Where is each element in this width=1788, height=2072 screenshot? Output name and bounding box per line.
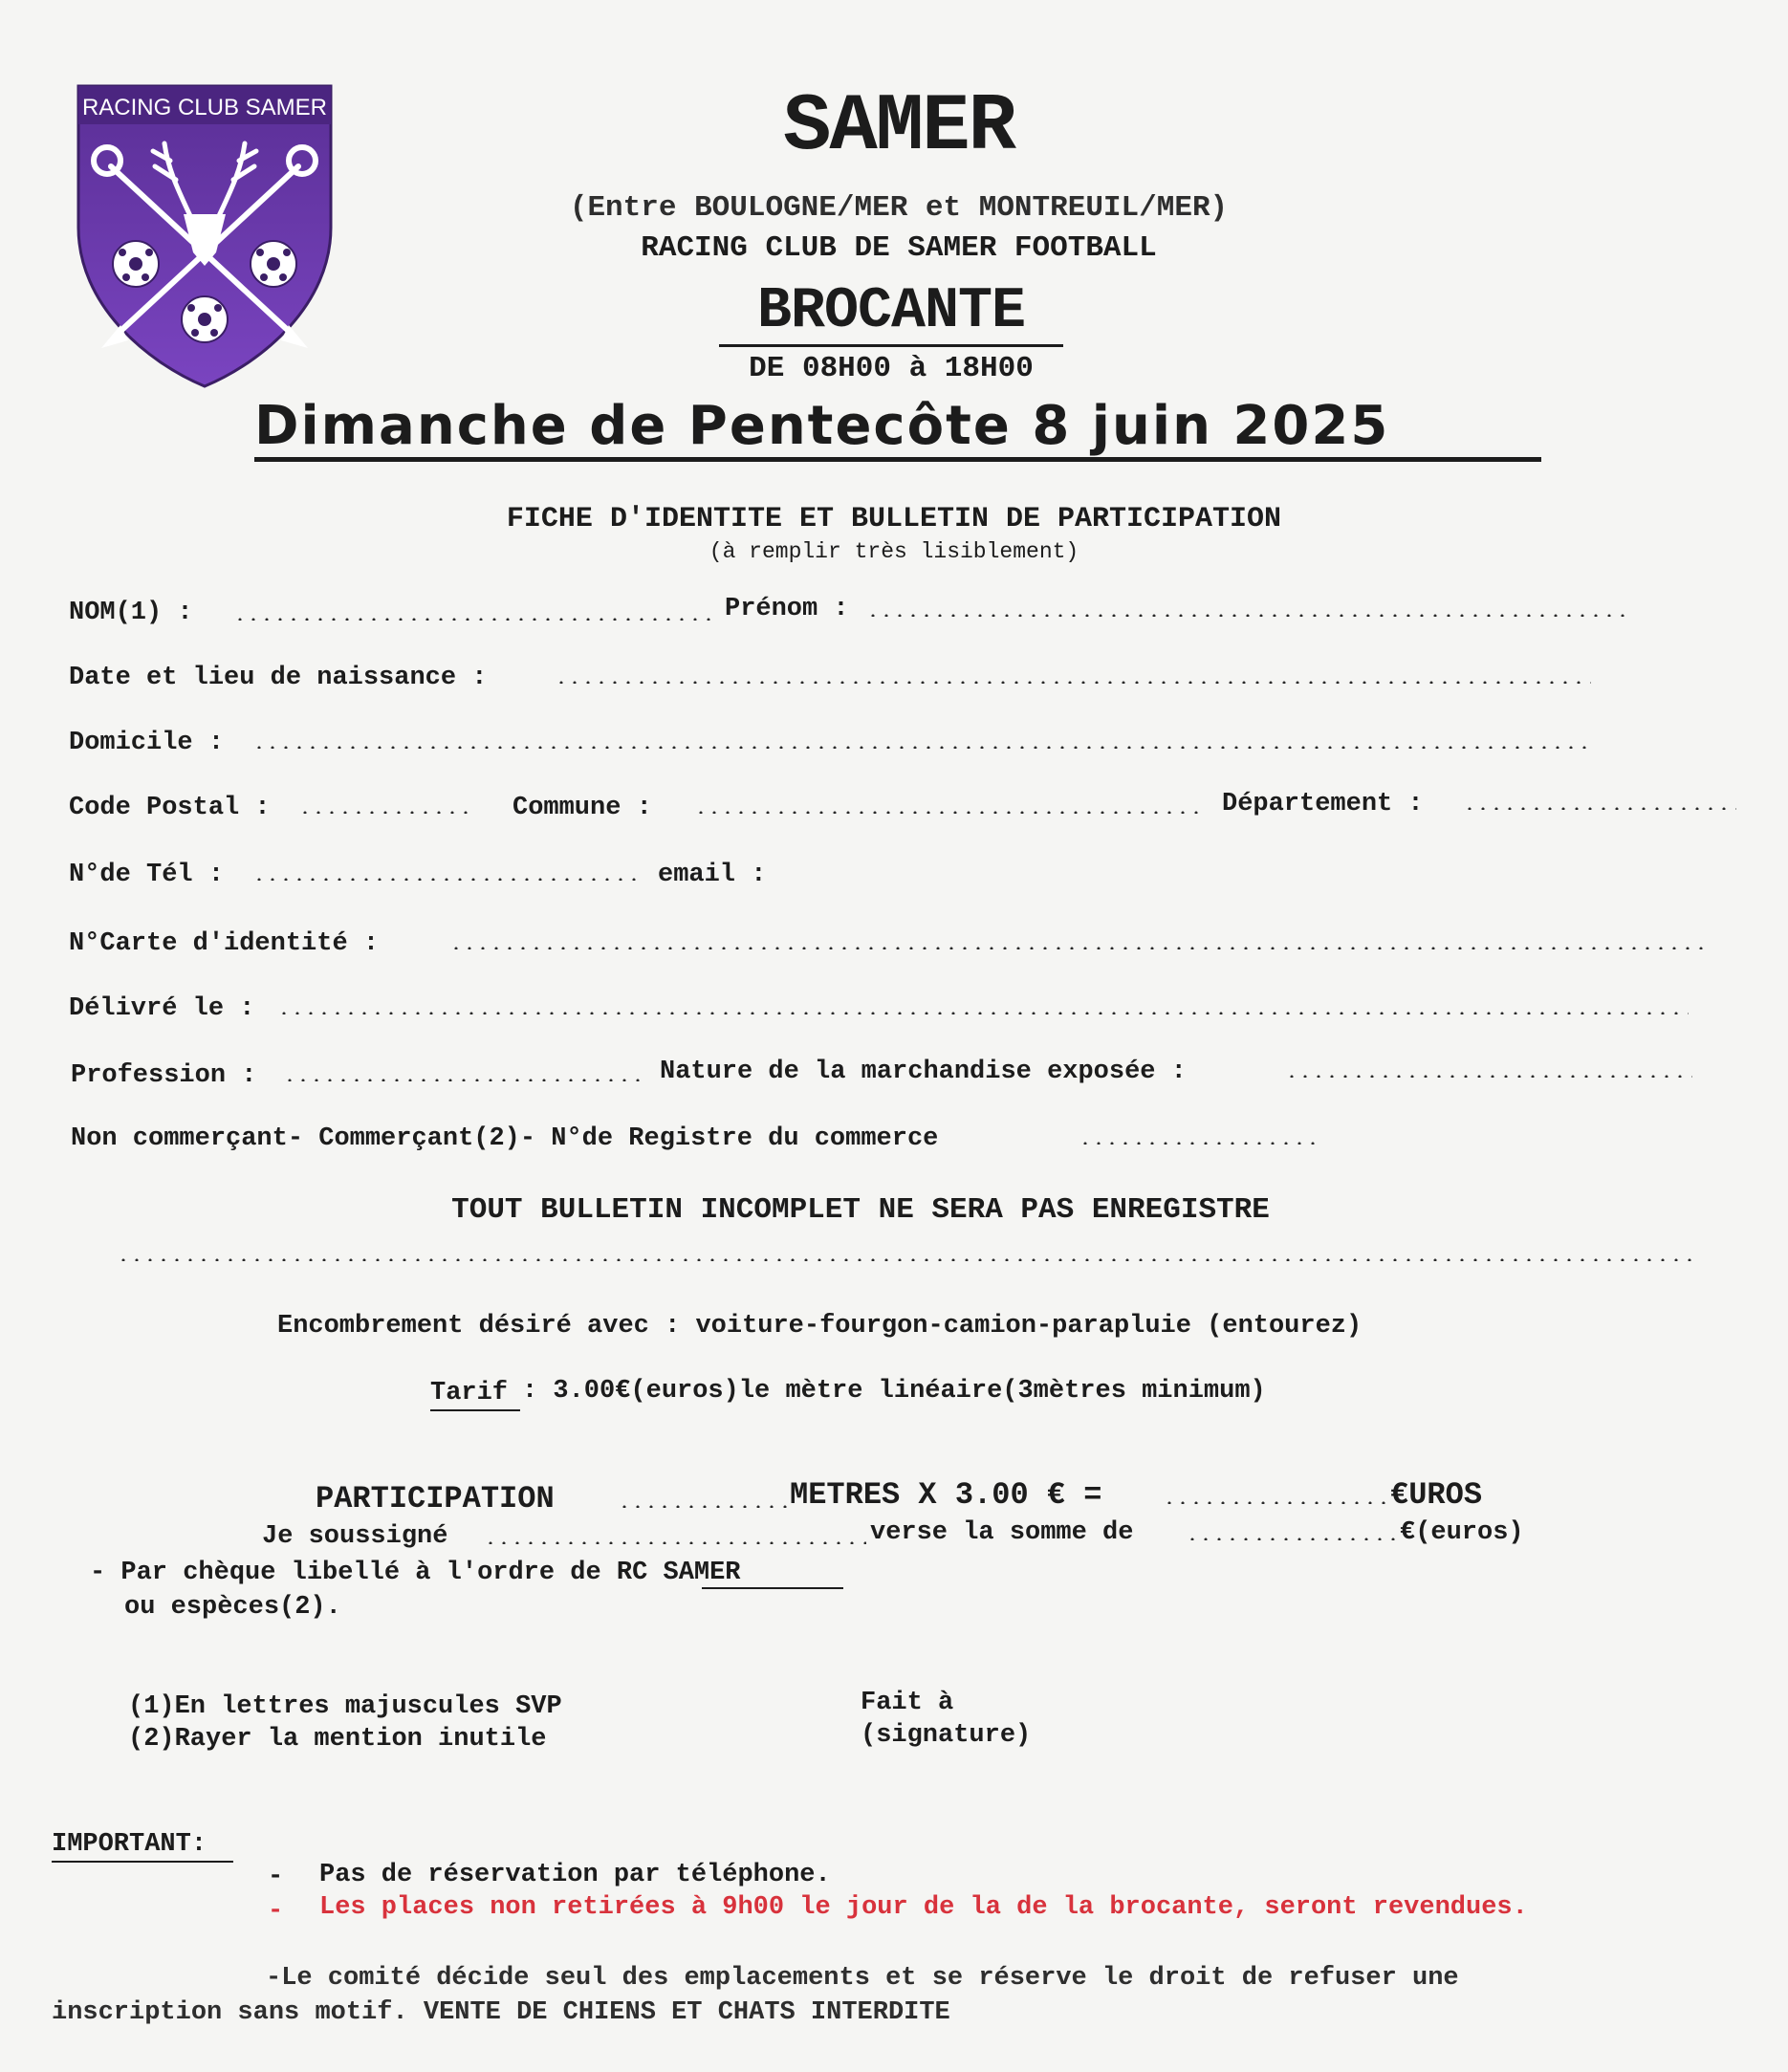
club-name: RACING CLUB DE SAMER FOOTBALL — [641, 231, 1157, 265]
blank-dotted-line[interactable] — [117, 1258, 1694, 1261]
commune-field[interactable] — [694, 811, 1201, 814]
nom-label: NOM(1) : — [69, 599, 193, 627]
soussigne-field[interactable] — [484, 1541, 866, 1544]
participation-label: PARTICIPATION — [316, 1481, 555, 1516]
incomplete-warning: TOUT BULLETIN INCOMPLET NE SERA PAS ENREGISTRE — [451, 1193, 1270, 1227]
comite-line-2: inscription sans motif. VENTE DE CHIENS ET CHATS INTERDITE — [52, 1998, 950, 2027]
registre-field[interactable] — [1079, 1142, 1316, 1145]
prenom-label: Prénom : — [725, 595, 849, 623]
note-2: (2)Rayer la mention inutile — [128, 1725, 547, 1754]
cheque-text: - Par chèque libellé à l'ordre de RC SAMER — [90, 1559, 741, 1587]
event-date-underline — [254, 457, 1541, 462]
tarif-label: Tarif — [430, 1379, 509, 1407]
tel-label: N°de Tél : — [69, 861, 225, 889]
domicile-label: Domicile : — [69, 729, 225, 757]
profession-label: Profession : — [71, 1061, 257, 1090]
email-field[interactable] — [794, 857, 1654, 889]
event-date: Dimanche de Pentecôte 8 juin 2025 — [254, 395, 1390, 457]
tarif-text: : 3.00€(euros)le mètre linéaire(3mètres minimum) — [522, 1377, 1266, 1406]
departement-label: Département : — [1222, 790, 1424, 818]
metres-formula: METRES X 3.00 € = — [790, 1477, 1102, 1513]
important-item1-dash: - — [268, 1863, 284, 1891]
email-label: email : — [658, 861, 767, 889]
cheque-payee-underline — [702, 1587, 843, 1589]
metres-field[interactable] — [618, 1505, 788, 1508]
event-hours: DE 08H00 à 18H00 — [749, 352, 1034, 385]
signature-label: (signature) — [861, 1721, 1032, 1750]
crest-text: RACING CLUB SAMER — [81, 95, 328, 120]
nature-label: Nature de la marchandise exposée : — [660, 1058, 1187, 1086]
note-1: (1)En lettres majuscules SVP — [128, 1692, 562, 1721]
nature-field[interactable] — [1285, 1075, 1692, 1078]
especes-text: ou espèces(2). — [124, 1593, 341, 1622]
racing-club-samer-crest-icon — [73, 84, 337, 388]
page-title: SAMER — [782, 82, 1015, 173]
important-item2-dash: - — [268, 1897, 284, 1926]
naissance-field[interactable] — [555, 681, 1591, 684]
tarif-underline — [430, 1409, 520, 1411]
statut-label: Non commerçant- Commerçant(2)- N°de Registre du commerce — [71, 1124, 939, 1153]
naissance-label: Date et lieu de naissance : — [69, 664, 488, 692]
important-item1: Pas de réservation par téléphone. — [319, 1861, 831, 1889]
important-item2: Les places non retirées à 9h00 le jour de la de la brocante, seront revendues. — [319, 1893, 1528, 1922]
important-underline — [52, 1861, 233, 1863]
euros-label: €UROS — [1390, 1477, 1483, 1513]
total-euros-field[interactable] — [1163, 1501, 1386, 1504]
code-postal-field[interactable] — [298, 811, 472, 814]
carte-label: N°Carte d'identité : — [69, 929, 380, 958]
event-title: BROCANTE — [756, 279, 1026, 344]
fait-a-label: Fait à — [861, 1689, 954, 1717]
comite-line-1: -Le comité décide seul des emplacements et se réserve le droit de refuser une — [266, 1964, 1459, 1993]
nom-field[interactable] — [233, 618, 717, 621]
profession-field[interactable] — [283, 1079, 641, 1081]
delivre-label: Délivré le : — [69, 994, 255, 1023]
soussigne-label: Je soussigné — [262, 1522, 448, 1551]
event-title-underline — [719, 344, 1063, 347]
encombrement-text: Encombrement désiré avec : voiture-fourgon-camion-parapluie (entourez) — [277, 1312, 1363, 1341]
domicile-field[interactable] — [252, 746, 1591, 749]
location-subtitle: (Entre BOULOGNE/MER et MONTREUIL/MER) — [569, 191, 1229, 225]
euros-paren-label: €(euros) — [1400, 1518, 1524, 1547]
tel-field[interactable] — [252, 878, 639, 881]
code-postal-label: Code Postal : — [69, 794, 271, 822]
form-heading: FICHE D'IDENTITE ET BULLETIN DE PARTICIPATION — [506, 503, 1282, 535]
verse-label: verse la somme de — [870, 1518, 1134, 1547]
important-label: IMPORTANT: — [52, 1830, 207, 1859]
form-subheading: (à remplir très lisiblement) — [709, 539, 1079, 564]
carte-field[interactable] — [449, 947, 1708, 949]
prenom-field[interactable] — [866, 614, 1627, 617]
commune-label: Commune : — [512, 794, 652, 822]
delivre-field[interactable] — [277, 1012, 1689, 1014]
departement-field[interactable] — [1463, 807, 1736, 810]
cheque-payee: RC SAMER — [616, 1559, 741, 1587]
somme-field[interactable] — [1186, 1538, 1396, 1540]
